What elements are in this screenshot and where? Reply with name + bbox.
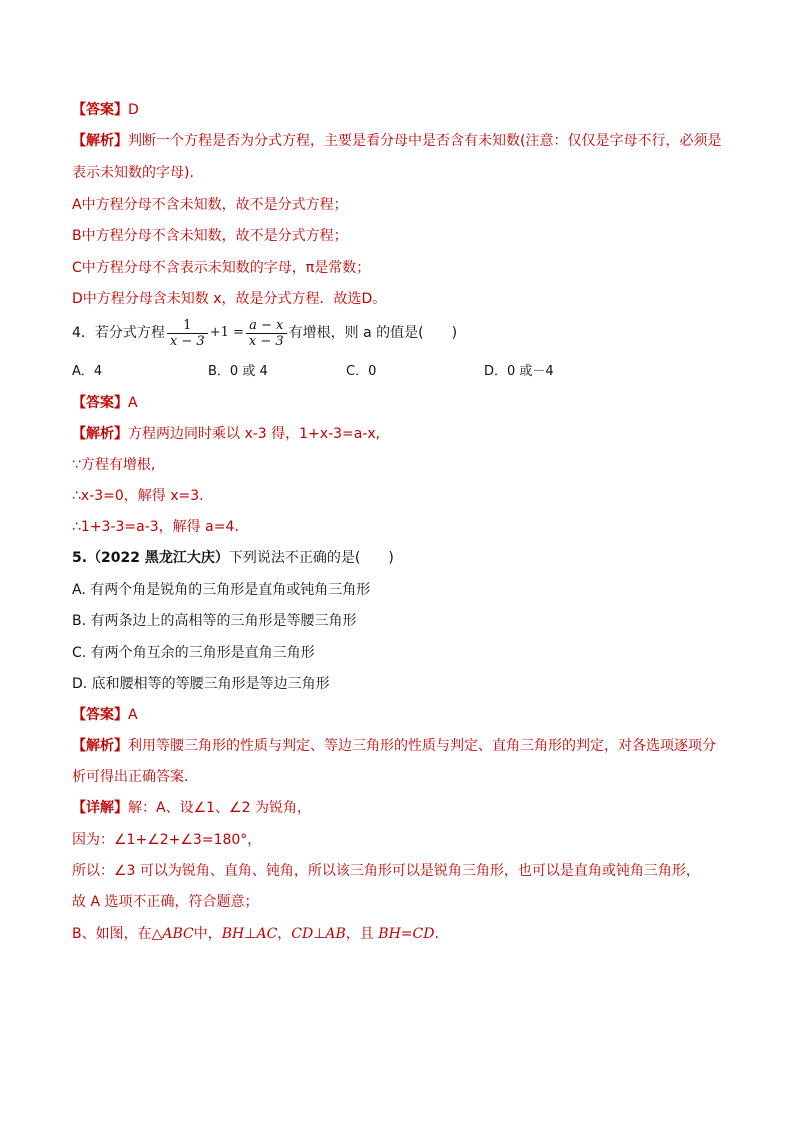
question-4-stem bbox=[72, 316, 457, 350]
analysis-text: 判断一个方程是否为分式方程，主要是看分母中是否含有未知数(注意：仅仅是字母不行，必须是 bbox=[128, 133, 722, 149]
q4-option-b: B．0 或 4 bbox=[208, 364, 268, 379]
analysis-line-1 bbox=[72, 131, 721, 151]
q4-fraction-1 bbox=[167, 318, 208, 349]
q4-answer-label: 【答案】 bbox=[72, 395, 128, 411]
segment-bh-2: BH bbox=[378, 926, 401, 942]
q4-analysis-text: 方程两边同时乘以 x-3 得，1+x-3=a-x, bbox=[128, 426, 381, 442]
q4-prefix: 4．若分式方程 bbox=[72, 325, 165, 341]
q5-last-part-4: ， bbox=[277, 926, 292, 942]
q5-number: 5. bbox=[72, 550, 88, 566]
question-5-stem bbox=[72, 548, 394, 568]
q5-last-part-8: . bbox=[434, 926, 439, 942]
analysis-item-c: C中方程分母不含表示未知数的字母，π是常数； bbox=[72, 260, 371, 276]
q4-step-3: ∴1+3-3=a-3，解得 a=4. bbox=[72, 519, 239, 535]
q4-options bbox=[72, 362, 632, 382]
q4-step-2: ∴x-3=0，解得 x=3. bbox=[72, 488, 204, 504]
q5-option-b: B. 有两条边上的高相等的三角形是等腰三角形 bbox=[72, 613, 357, 629]
q5-last-part-1: B、如图，在△ bbox=[72, 926, 163, 942]
q5-detail-line-2: 因为：∠1+∠2+∠3=180°， bbox=[72, 832, 262, 848]
answer-value: D bbox=[128, 102, 139, 118]
q5-option-a: A. 有两个角是锐角的三角形是直角或钝角三角形 bbox=[72, 582, 371, 598]
q4-frac1-numerator: 1 bbox=[167, 318, 208, 334]
q5-detail-line-5 bbox=[72, 924, 439, 944]
q4-step-1: ∵方程有增根, bbox=[72, 457, 156, 473]
q5-source: （2022 黑龙江大庆） bbox=[87, 550, 229, 566]
analysis-item-d: D中方程分母含未知数 x，故是分式方程．故选D。 bbox=[72, 291, 387, 307]
analysis-item-a: A中方程分母不含未知数，故不是分式方程； bbox=[72, 197, 348, 213]
q4-frac2-numerator: a − x bbox=[246, 318, 287, 334]
equals-symbol: = bbox=[400, 926, 413, 942]
q5-answer-value: A bbox=[128, 707, 138, 723]
q5-analysis-line bbox=[72, 736, 716, 756]
q4-fraction-2 bbox=[246, 318, 287, 349]
q4-answer-value: A bbox=[128, 395, 138, 411]
q4-answer-line bbox=[72, 393, 138, 413]
segment-ac: AC bbox=[256, 926, 278, 942]
q5-detail-line-3: 所以：∠3 可以为锐角、直角、钝角，所以该三角形可以是锐角三角形，也可以是直角或钝角三角形， bbox=[72, 863, 700, 879]
q5-detail-line-4: 故 A 选项不正确，符合题意； bbox=[72, 894, 259, 910]
q5-detail-line bbox=[72, 798, 311, 818]
q4-plus-one: +1 = bbox=[209, 325, 244, 340]
analysis-label: 【解析】 bbox=[72, 133, 128, 149]
perp-symbol-2: ⊥ bbox=[313, 926, 326, 942]
segment-cd-2: CD bbox=[412, 926, 435, 942]
q5-answer-line bbox=[72, 705, 138, 725]
analysis-cont: 表示未知数的字母). bbox=[72, 165, 194, 181]
q5-detail-text: 解：A、设∠1、∠2 为锐角， bbox=[128, 800, 311, 816]
q4-analysis-label: 【解析】 bbox=[72, 426, 128, 442]
segment-cd: CD bbox=[291, 926, 314, 942]
segment-ab: AB bbox=[325, 926, 346, 942]
q4-option-d: D．0 或－4 bbox=[484, 364, 554, 379]
q5-option-d: D. 底和腰相等的等腰三角形是等边三角形 bbox=[72, 676, 330, 692]
segment-bh: BH bbox=[221, 926, 245, 942]
q5-stem-text: 下列说法不正确的是( ) bbox=[228, 550, 394, 566]
q5-answer-label: 【答案】 bbox=[72, 707, 128, 723]
triangle-abc: ABC bbox=[162, 926, 194, 942]
q4-suffix: 有增根，则 a 的值是( ) bbox=[288, 325, 458, 341]
q5-analysis-text: 利用等腰三角形的性质与判定、等边三角形的性质与判定、直角三角形的判定，对各选项逐项分 bbox=[128, 738, 716, 754]
q5-analysis-cont: 析可得出正确答案． bbox=[72, 769, 198, 785]
q5-detail-label: 【详解】 bbox=[72, 800, 128, 816]
answer-line-1 bbox=[72, 100, 139, 120]
q5-option-c: C. 有两个角互余的三角形是直角三角形 bbox=[72, 645, 315, 661]
answer-label: 【答案】 bbox=[72, 102, 128, 118]
q4-option-c: C．0 bbox=[346, 364, 377, 379]
analysis-item-b: B中方程分母不含未知数，故不是分式方程； bbox=[72, 228, 348, 244]
q5-analysis-label: 【解析】 bbox=[72, 738, 128, 754]
q4-analysis-line bbox=[72, 424, 380, 444]
q4-frac1-denominator: x − 3 bbox=[169, 333, 205, 349]
perp-symbol-1: ⊥ bbox=[244, 926, 257, 942]
q4-option-a: A．4 bbox=[72, 364, 103, 379]
q4-frac2-denominator: x − 3 bbox=[248, 333, 284, 349]
q5-last-part-2: 中， bbox=[193, 926, 222, 942]
q5-last-part-6: ，且 bbox=[345, 926, 379, 942]
